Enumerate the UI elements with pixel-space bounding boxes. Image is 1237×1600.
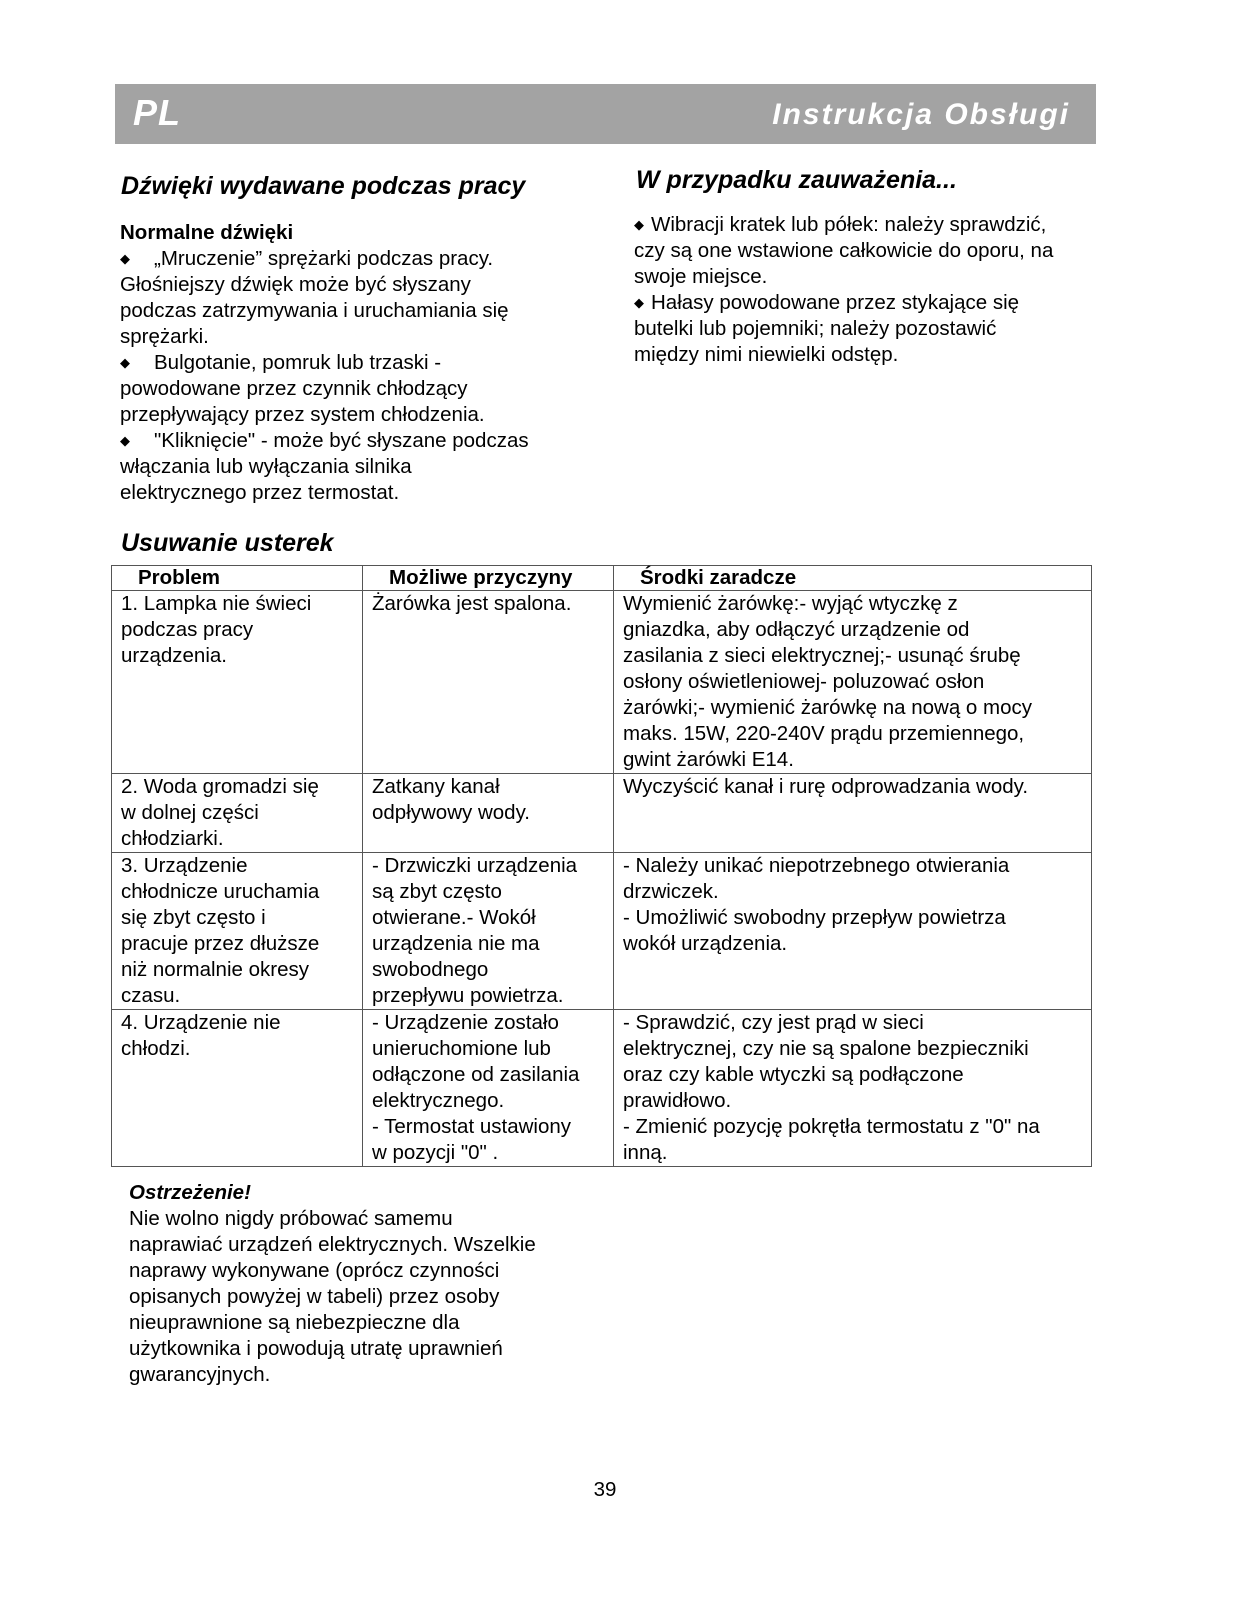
list-line: "Kliknięcie" - może być słyszane podczas [154, 429, 529, 452]
cell-line: przepływu powietrza. [372, 984, 564, 1007]
cell-line: drzwiczek. [623, 880, 719, 903]
list-line: między nimi niewielki odstęp. [634, 343, 899, 366]
cell-line: żarówki;- wymienić żarówkę na nową o mocy [623, 696, 1032, 719]
bullet-icon: ◆ [634, 217, 644, 232]
list-line: sprężarki. [120, 325, 209, 348]
language-code: PL [133, 92, 182, 133]
warning-line: gwarancyjnych. [129, 1363, 271, 1386]
list-line: swoje miejsce. [634, 265, 768, 288]
cell-line: elektrycznej, czy nie są spalone bezpieczniki [623, 1037, 1029, 1060]
cell-line: w dolnej części [121, 801, 259, 824]
cell-line: zasilania z sieci elektrycznej;- usunąć śrubę [623, 644, 1021, 667]
troubleshooting-heading: Usuwanie usterek [121, 529, 334, 557]
cell-line: 2. Woda gromadzi się [121, 775, 319, 798]
table-cell-remedy [614, 853, 1092, 1010]
table-cell-remedy [614, 1010, 1092, 1167]
warning-line: użytkownika i powodują utratę uprawnień [129, 1337, 503, 1360]
table-body [112, 591, 1092, 1167]
cell-line: w pozycji "0" . [372, 1141, 499, 1164]
cell-line: 1. Lampka nie świeci [121, 592, 312, 615]
page-header-bar [115, 84, 1096, 144]
column-header-problem: Problem [112, 566, 363, 591]
table-cell-cause [363, 853, 614, 1010]
warning-line: naprawiać urządzeń elektrycznych. Wszelkie [129, 1233, 536, 1256]
cell-line: chłodziarki. [121, 827, 224, 850]
warning-line: opisanych powyżej w tabeli) przez osoby [129, 1285, 500, 1308]
cell-line: - Drzwiczki urządzenia [372, 854, 578, 877]
column-header-causes: Możliwe przyczyny [363, 566, 614, 591]
sound-item-gurgling [120, 350, 590, 428]
cell-line: oraz czy kable wtyczki są podłączone [623, 1063, 964, 1086]
sound-item-click [120, 428, 590, 506]
cell-line: - Zmienić pozycję pokrętła termostatu z "0" na [623, 1115, 1040, 1138]
column-header-remedies: Środki zaradcze [614, 566, 1092, 591]
cell-line: swobodnego [372, 958, 489, 981]
normal-sounds-subheading: Normalne dźwięki [120, 221, 294, 244]
warning-line: nieuprawnione są niebezpieczne dla [129, 1311, 460, 1334]
table-cell-problem [112, 591, 363, 774]
cell-line: prawidłowo. [623, 1089, 732, 1112]
table-header-row [112, 566, 1092, 591]
cell-line: urządzenia. [121, 644, 227, 667]
cell-line: Zatkany kanał [372, 775, 500, 798]
table-cell-cause [363, 1010, 614, 1167]
warning-line: Nie wolno nigdy próbować samemu [129, 1207, 453, 1230]
cell-line: maks. 15W, 220-240V prądu przemiennego, [623, 722, 1025, 745]
notice-heading: W przypadku zauważenia... [636, 166, 957, 194]
bullet-icon: ◆ [120, 355, 130, 370]
table-cell-remedy [614, 591, 1092, 774]
table-row [112, 853, 1092, 1010]
sounds-section [120, 220, 590, 506]
table-row [112, 591, 1092, 774]
table-cell-remedy [614, 774, 1092, 853]
cell-line: odpływowy wody. [372, 801, 530, 824]
cell-line: gwint żarówki E14. [623, 748, 794, 771]
notice-item-vibration [634, 212, 1104, 290]
warning-section [129, 1180, 536, 1388]
list-line: elektrycznego przez termostat. [120, 481, 400, 504]
cell-line: Wymienić żarówkę:- wyjąć wtyczkę z [623, 592, 958, 615]
cell-line: Wyczyścić kanał i rurę odprowadzania wody. [623, 775, 1029, 798]
list-line: Bulgotanie, pomruk lub trzaski - [154, 351, 442, 374]
warning-text [129, 1206, 536, 1388]
notice-item-noise [634, 290, 1104, 368]
table-cell-problem [112, 1010, 363, 1167]
cell-line: wokół urządzenia. [623, 932, 788, 955]
cell-line: Żarówka jest spalona. [372, 592, 572, 615]
table-row [112, 774, 1092, 853]
cell-line: - Termostat ustawiony [372, 1115, 572, 1138]
cell-line: podczas pracy [121, 618, 254, 641]
sound-item-humming [120, 246, 590, 350]
bullet-icon: ◆ [120, 251, 130, 266]
cell-line: - Sprawdzić, czy jest prąd w sieci [623, 1011, 924, 1034]
cell-line: unieruchomione lub [372, 1037, 551, 1060]
table-cell-problem [112, 774, 363, 853]
manual-title: Instrukcja Obsługi [772, 98, 1070, 131]
cell-line: niż normalnie okresy [121, 958, 309, 981]
cell-line: elektrycznego. [372, 1089, 505, 1112]
list-line: butelki lub pojemniki; należy pozostawić [634, 317, 997, 340]
cell-line: chłodzi. [121, 1037, 191, 1060]
troubleshooting-table [111, 565, 1092, 1167]
page-number: 39 [593, 1478, 617, 1501]
table-cell-problem [112, 853, 363, 1010]
cell-line: chłodnicze uruchamia [121, 880, 320, 903]
table-cell-cause [363, 774, 614, 853]
bullet-icon: ◆ [634, 295, 644, 310]
notice-section [634, 212, 1104, 368]
list-line: Hałasy powodowane przez stykające się [651, 291, 1020, 314]
warning-line: naprawy wykonywane (oprócz czynności [129, 1259, 500, 1282]
warning-title: Ostrzeżenie! [129, 1181, 251, 1204]
list-line: podczas zatrzymywania i uruchamiania się [120, 299, 509, 322]
cell-line: - Urządzenie zostało [372, 1011, 559, 1034]
list-line: „Mruczenie” sprężarki podczas pracy. [154, 247, 494, 270]
list-line: Wibracji kratek lub półek: należy sprawdzić, [651, 213, 1047, 236]
list-line: włączania lub wyłączania silnika [120, 455, 412, 478]
cell-line: inną. [623, 1141, 668, 1164]
cell-line: urządzenia nie ma [372, 932, 540, 955]
list-line: czy są one wstawione całkowicie do oporu, na [634, 239, 1054, 262]
sounds-heading: Dźwięki wydawane podczas pracy [121, 172, 526, 200]
list-line: przepływający przez system chłodzenia. [120, 403, 485, 426]
cell-line: otwierane.- Wokół [372, 906, 536, 929]
cell-line: - Umożliwić swobodny przepływ powietrza [623, 906, 1006, 929]
table-cell-cause [363, 591, 614, 774]
cell-line: osłony oświetleniowej- poluzować osłon [623, 670, 985, 693]
bullet-icon: ◆ [120, 433, 130, 448]
cell-line: gniazdka, aby odłączyć urządzenie od [623, 618, 970, 641]
cell-line: odłączone od zasilania [372, 1063, 580, 1086]
cell-line: 4. Urządzenie nie [121, 1011, 281, 1034]
list-line: powodowane przez czynnik chłodzący [120, 377, 468, 400]
cell-line: 3. Urządzenie [121, 854, 248, 877]
cell-line: są zbyt często [372, 880, 502, 903]
cell-line: pracuje przez dłuższe [121, 932, 320, 955]
list-line: Głośniejszy dźwięk może być słyszany [120, 273, 471, 296]
table-row [112, 1010, 1092, 1167]
cell-line: - Należy unikać niepotrzebnego otwierania [623, 854, 1010, 877]
cell-line: się zbyt często i [121, 906, 266, 929]
cell-line: czasu. [121, 984, 181, 1007]
